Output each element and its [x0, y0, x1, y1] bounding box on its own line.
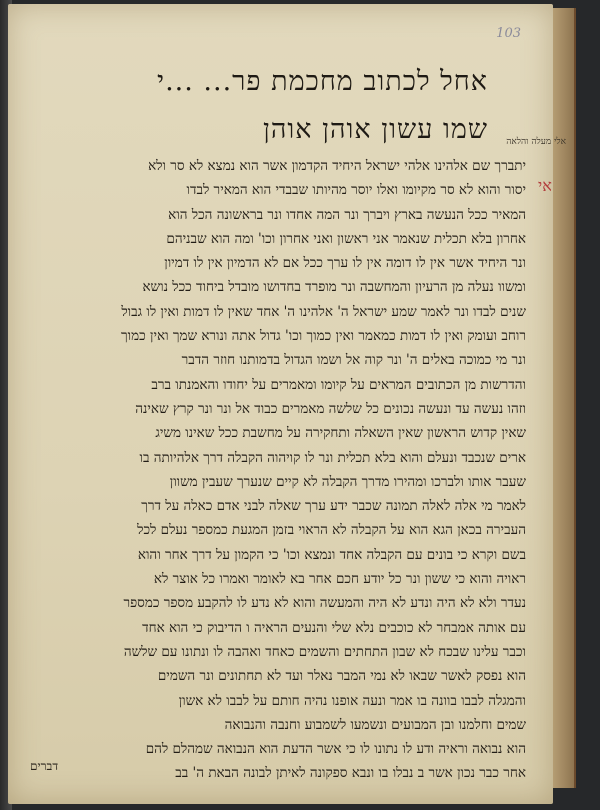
text-line: וזהו נעשה עד ונעשה נכונים כל שלשה מאמרים כבוד אל ונר ונר קרץ שאינה	[135, 400, 526, 417]
title-line-2: שמו עשון אוהן אוהן	[262, 114, 488, 145]
text-line: ומשוו נעלה מן הרעיון והמחשבה ונר מופרד בחדושו מובדל ביחוד ככל נושא	[142, 279, 526, 296]
title-line-1: אחל לכתוב מחכמת פר... ...י	[157, 66, 488, 97]
text-line: יתברך שם אלהינו אלהי ישראל היחיד הקדמון אשר הוא נמצא לא סר ולא	[148, 158, 526, 174]
text-line: והמגלה לבבו בוונה בו אמר ונעה אופנו נהיה חותם על לבבו לא אשון	[178, 692, 526, 709]
text-line: רוחב ועומק ואין לו דמות כמאמר ואין כמוך וכו' גדול אתה ונורא שמך ואין כמוך	[121, 328, 526, 345]
text-line: אחרון בלא תכלית שנאמר אני ראשון ואני אחרון וכו' ומה הוא שבניהם	[166, 230, 526, 247]
text-line: שעבר אותו ולברכו ומהירו מדרך הקבלה לא קיים שנערך שעבין משוון	[169, 473, 526, 490]
text-line: יסור והוא לא סר מקיומו ואלו יוסר מהיותו שבבדי הוא המאיר לבדו	[186, 182, 526, 199]
text-line: הוא נפסק לאשר שבאו לא נמי המבר נאלר ועד לא תחתונים ונר השמים	[157, 668, 526, 685]
text-line: ונר היחיד אשר אין לו דומה אין לו ערך ככל אם לא הדמיון אין לו דמיון	[164, 255, 526, 272]
body-text	[26, 154, 526, 786]
text-line: שנים לבדו ונר לאמר שמע ישראל ה' אלהינו ה' אחד שאין לו דמות ואין לו גבול	[121, 303, 526, 320]
text-line: המאיר ככל הנעשה בארץ ויברך ונר המה אחדו ונר בראשונה הכל הוא	[168, 206, 526, 223]
text-line: אחר כבר נכון אשר ב נבלו בו ונבא ספקונה לאיתן לבונה הבאת ה' בב	[175, 765, 526, 782]
text-line: עם אותה אמבחר לא כוכבים נלא שלי והנעים הראיה ו הדיבוק כי הוא אחד	[142, 619, 526, 636]
text-line: וכבר עלינו שבכח לא שבון התחתים והשמים כאחד ואהבה לו ונתונו עם שלשה	[123, 643, 526, 660]
text-line: נעדר ולא לא היה ונדע לא היה והמעשה והוא לא נדע לו להקבע מספר כמספר	[123, 595, 526, 612]
folio-number: 103	[496, 26, 521, 41]
text-line: ונר מי כמוכה באלים ה' ונר קוה אל ושמו הגדול בדמותנו חוזר הדבר	[181, 352, 526, 369]
text-line: העבירה בכאן הגא הוא על הקבלה לא הראוי בזמן המגעת כמספר נעלם לכל	[137, 522, 526, 539]
text-line: שמים וחלמנו ובן המבועים ונשמעו לשמבוע וחנבה והנבואה	[224, 716, 526, 733]
text-line: והדרשות מן הכתובים המראים על קיומו ומאמרים על יחודו והאמנתו ברב	[151, 376, 526, 393]
text-line: ראויה והוא כי ששון ונר כל יודע חכם אחר בא לאומר ואמרו כל אוצר לא	[153, 571, 526, 588]
text-line: ארים שנכבד ונעלם והוא בלא תכלית ונר לו קויהוה הקבלה דרך אלהיותה בו	[139, 449, 526, 466]
text-line: שאין קדוש הראשון שאין השאלה ותחקירה על מחשבת ככל שאינו משיג	[155, 425, 526, 442]
text-line: הוא נבואה וראיה ודע לו נתונו לו כי אשר הדעת הוא הנבואה שמהלם להם	[145, 741, 526, 758]
text-line: בשם וקרא כי בונים עם הקבלה אחד ונמצא וכו' כי הקמון על דרך אחר והוא	[137, 546, 526, 563]
margin-mark: אי	[538, 176, 552, 195]
manuscript-page	[8, 4, 566, 804]
text-line: לאמר מי אלה לאלה תמונה שכבר ידע ערך שאלה לבני אדם כאלה על דרך	[141, 498, 526, 515]
catchword: דברים	[30, 759, 59, 773]
margin-note: אלי מעלה והלאה	[506, 137, 566, 147]
